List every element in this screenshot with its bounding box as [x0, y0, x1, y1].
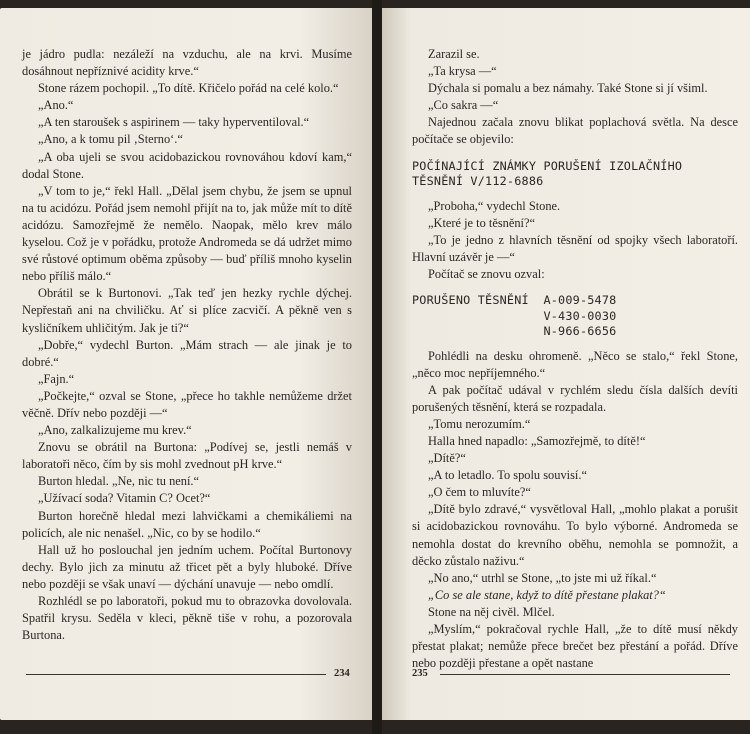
- right-footer-rule: [440, 674, 730, 675]
- paragraph: „Dobře,“ vydechl Burton. „Mám strach — ale jinak je to dobré.“: [22, 337, 352, 369]
- paragraph: „Ano, a k tomu pil ‚Sterno‘.“: [38, 132, 183, 147]
- right-page-number: 235: [412, 668, 428, 679]
- paragraph: Stone rázem pochopil. „To dítě. Křičelo pořád na celé kolo.“: [38, 81, 339, 96]
- left-footer-rule: [26, 674, 326, 675]
- left-page: [0, 8, 372, 720]
- book-gutter: [372, 0, 382, 734]
- paragraph: Hall už ho poslouchal jen jedním uchem. Počítal Burtonovy dechy. Bylo jich za minutu až třicet pět a byly hluboké. Dříve nebo později se však unaví — dýchání unavuje — nebo omdlí.: [22, 542, 352, 591]
- paragraph: Rozhlédl se po laboratoři, pokud mu to obrazovka dovolovala. Spatřil krysu. Seděla v kleci, pěkně tiše v rohu, a pozorovala Burtona.: [22, 594, 352, 643]
- computer-message-1: POČÍNAJÍCÍ ZNÁMKY PORUŠENÍ IZOLAČNÍHO TĚSNĚNÍ V/112-6886: [412, 158, 683, 189]
- right-page-text: [412, 46, 738, 672]
- paragraph: „A to letadlo. To spolu souvisí.“: [428, 468, 587, 483]
- paragraph: „Proboha,“ vydechl Stone.: [428, 198, 561, 213]
- paragraph: „A oba ujeli se svou acidobazickou rovnováhou kdoví kam,“ dodal Stone.: [22, 149, 352, 181]
- paragraph: „Které je to těsnění?“: [428, 215, 535, 230]
- italic-question: „Co se ale stane, když to dítě přestane plakat?“: [428, 587, 666, 602]
- paragraph: Obrátil se k Burtonovi. „Tak teď jen hezky rychle dýchej. Nepřestaň ani na chviličku. Ať si plíce zacvičí. A pěkně ven s kysličníkem uhličitým. Jak je ti?“: [22, 286, 352, 335]
- paragraph: „V tom to je,“ řekl Hall. „Dělal jsem chybu, že jsem se upnul na tu acidózu. Pořád jsem nemohl přijít na to, jak může mít to dítě acidózu. Samozřejmě že nemělo. Naopak, mělo krev málo kyselou. Což je v pořádku, protože Andromeda se dá udržet mimo své růstové optimum oběma způsoby — buď příliš mnoho kyselin nebo příliš málo.“: [22, 183, 352, 284]
- paragraph: Najednou začala znovu blikat poplachová světla. Na desce počítače se objevilo:: [412, 115, 738, 147]
- paragraph: „No ano,“ utrhl se Stone, „to jste mi už říkal.“: [428, 570, 657, 585]
- left-page-number: 234: [334, 668, 350, 679]
- paragraph: „Užívací soda? Vitamin C? Ocet?“: [38, 491, 211, 506]
- paragraph: „Dítě?“: [428, 451, 466, 466]
- paragraph: Burton hledal. „Ne, nic tu není.“: [38, 474, 200, 489]
- paragraph: Burton horečně hledal mezi lahvičkami a chemikáliemi na policích, ale nic nenašel. „Nic, co by se hodilo.“: [22, 508, 352, 540]
- paragraph: je jádro pudla: nezáleží na vzduchu, ale na krvi. Musíme dosáhnout nepříznivé acidity krve.“: [22, 47, 352, 79]
- paragraph: Počítač se znovu ozval:: [428, 266, 545, 281]
- paragraph: „Počkejte,“ ozval se Stone, „přece ho takhle nemůžeme držet věčně. Dřív nebo později —“: [22, 388, 352, 420]
- paragraph: „Myslím,“ pokračoval rychle Hall, „že to dítě musí někdy přestat plakat; nemůže přece brečet bez přestání a pořád. Dříve nebo později přestane a opět nastane: [412, 622, 738, 671]
- paragraph: „To je jedno z hlavních těsnění od spojky všech laboratoří. Hlavní uzávěr je —“: [412, 232, 738, 264]
- right-page: [382, 8, 750, 720]
- paragraph: A pak počítač udával v rychlém sledu čísla dalších devíti porušených těsnění, která se rozpadala.: [412, 382, 738, 414]
- paragraph: Stone na něj civěl. Mlčel.: [428, 604, 555, 619]
- paragraph: „Tomu nerozumím.“: [428, 416, 531, 431]
- paragraph: „Ano, zalkalizujeme mu krev.“: [38, 423, 192, 438]
- paragraph: „Ano.“: [38, 98, 74, 113]
- paragraph: „Fajn.“: [38, 371, 75, 386]
- paragraph: „Co sakra —“: [428, 98, 499, 113]
- paragraph: Dýchala si pomalu a bez námahy. Také Stone si jí všiml.: [428, 81, 708, 96]
- paragraph: Znovu se obrátil na Burtona: „Podívej se, jestli nemáš v laboratoři něco, čím by sis mohl zvednout pH krve.“: [22, 440, 352, 472]
- paragraph: Halla hned napadlo: „Samozřejmě, to dítě!“: [428, 434, 646, 448]
- paragraph: „Ta krysa —“: [428, 64, 497, 79]
- paragraph: „A ten staroušek s aspirinem — taky hyperventiloval.“: [38, 115, 310, 130]
- left-page-text: [22, 46, 352, 644]
- paragraph: „O čem to mluvíte?“: [428, 485, 531, 500]
- paragraph: Zarazil se.: [428, 47, 480, 61]
- paragraph: Pohlédli na desku ohromeně. „Něco se stalo,“ řekl Stone, „něco moc nepříjemného.“: [412, 348, 738, 380]
- paragraph: „Dítě bylo zdravé,“ vysvětloval Hall, „mohlo plakat a porušit si acidobazickou rovnováhu. To bylo výborné. Andromeda se nemohla dostat do krevního oběhu, nemohla se pomnožit, a děcko zůstalo naživu.“: [412, 502, 738, 568]
- computer-message-2: PORUŠENO TĚSNĚNÍ A-009-5478 V-430-0030 N-966-6656: [412, 293, 617, 339]
